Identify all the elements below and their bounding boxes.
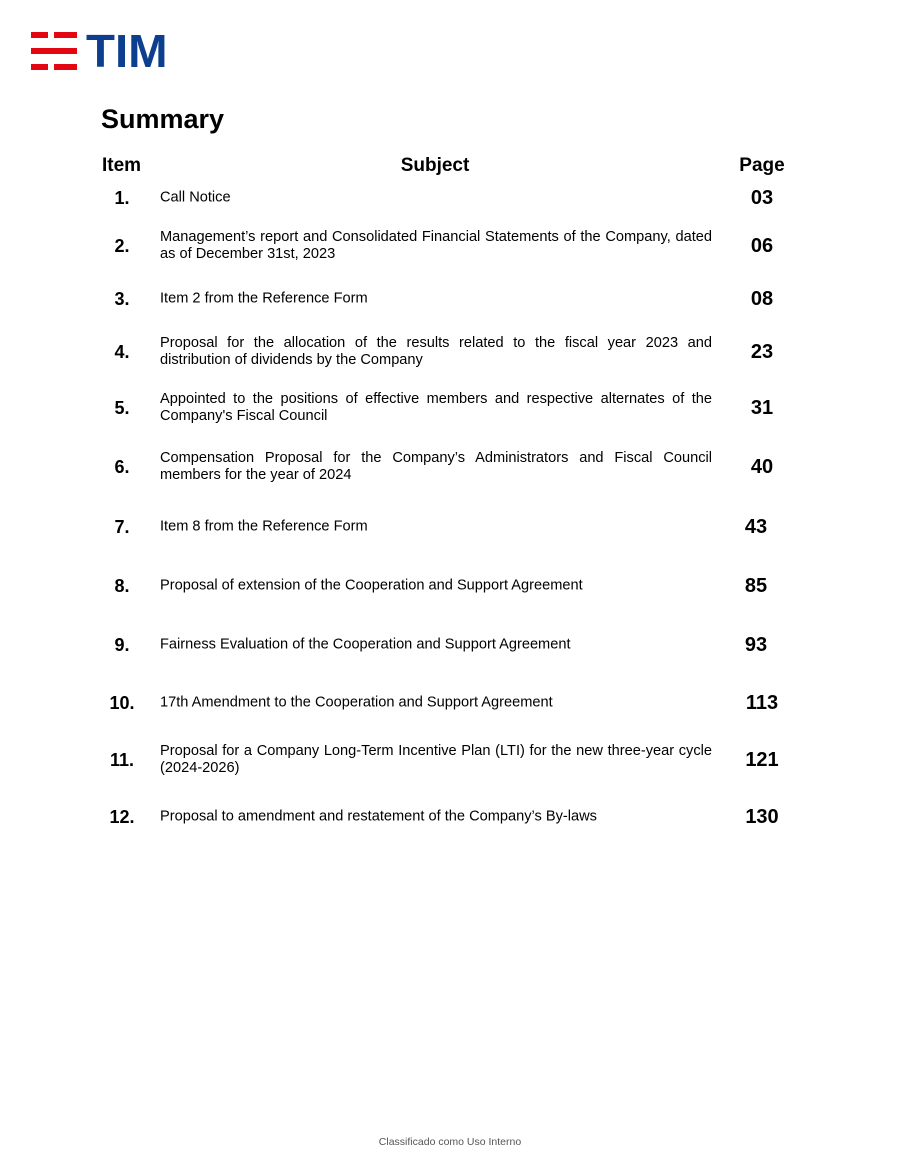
- row-page-number: 03: [750, 187, 774, 209]
- table-header: [0, 154, 900, 178]
- row-page-number: 113: [745, 692, 779, 714]
- row-page-number: 93: [744, 634, 768, 656]
- tim-logo-mark-icon: [31, 32, 77, 70]
- column-header-item: Item: [102, 155, 142, 176]
- row-page-number: 06: [750, 235, 774, 257]
- row-subject: Compensation Proposal for the Company’s Administrators and Fiscal Council members for the year of 2024: [160, 450, 712, 483]
- tim-logo: [31, 25, 168, 77]
- row-page-number: 31: [750, 397, 774, 419]
- row-subject: Proposal to amendment and restatement of the Company’s By-laws: [160, 808, 597, 825]
- row-subject: Proposal for a Company Long-Term Incentive Plan (LTI) for the new three-year cycle (2024-2026): [160, 743, 712, 776]
- row-page-number: 40: [750, 456, 774, 478]
- row-item-number: 7.: [114, 517, 130, 537]
- column-header-subject: Subject: [400, 155, 470, 176]
- row-item-number: 12.: [109, 807, 135, 827]
- row-subject: Item 2 from the Reference Form: [160, 290, 368, 307]
- row-subject: Management’s report and Consolidated Financial Statements of the Company, dated as of December 31st, 2023: [160, 229, 712, 262]
- row-subject: Proposal of extension of the Cooperation and Support Agreement: [160, 577, 583, 594]
- row-item-number: 9.: [114, 635, 130, 655]
- row-item-number: 2.: [114, 236, 130, 256]
- page-title: Summary: [101, 104, 225, 134]
- row-subject: Fairness Evaluation of the Cooperation and Support Agreement: [160, 636, 571, 653]
- row-item-number: 11.: [109, 750, 135, 770]
- column-header-page: Page: [739, 155, 785, 176]
- classification-footer: Classificado como Uso Interno: [378, 1136, 522, 1148]
- row-item-number: 1.: [114, 188, 130, 208]
- row-page-number: 23: [750, 341, 774, 363]
- row-subject: Appointed to the positions of effective members and respective alternates of the Company's Fiscal Council: [160, 391, 712, 424]
- row-page-number: 85: [744, 575, 768, 597]
- row-subject: Proposal for the allocation of the results related to the fiscal year 2023 and distribution of dividends by the Company: [160, 335, 712, 368]
- tim-logo-wordmark: TIM: [86, 25, 168, 77]
- row-item-number: 6.: [114, 457, 130, 477]
- row-item-number: 5.: [114, 398, 130, 418]
- row-item-number: 8.: [114, 576, 130, 596]
- row-page-number: 121: [745, 749, 779, 771]
- row-subject: 17th Amendment to the Cooperation and Support Agreement: [160, 694, 553, 711]
- row-subject: Item 8 from the Reference Form: [160, 518, 368, 535]
- row-item-number: 4.: [114, 342, 130, 362]
- row-page-number: 130: [745, 806, 779, 828]
- row-item-number: 3.: [114, 289, 130, 309]
- row-item-number: 10.: [109, 693, 135, 713]
- row-page-number: 08: [750, 288, 774, 310]
- row-page-number: 43: [744, 516, 768, 538]
- row-subject: Call Notice: [160, 189, 231, 206]
